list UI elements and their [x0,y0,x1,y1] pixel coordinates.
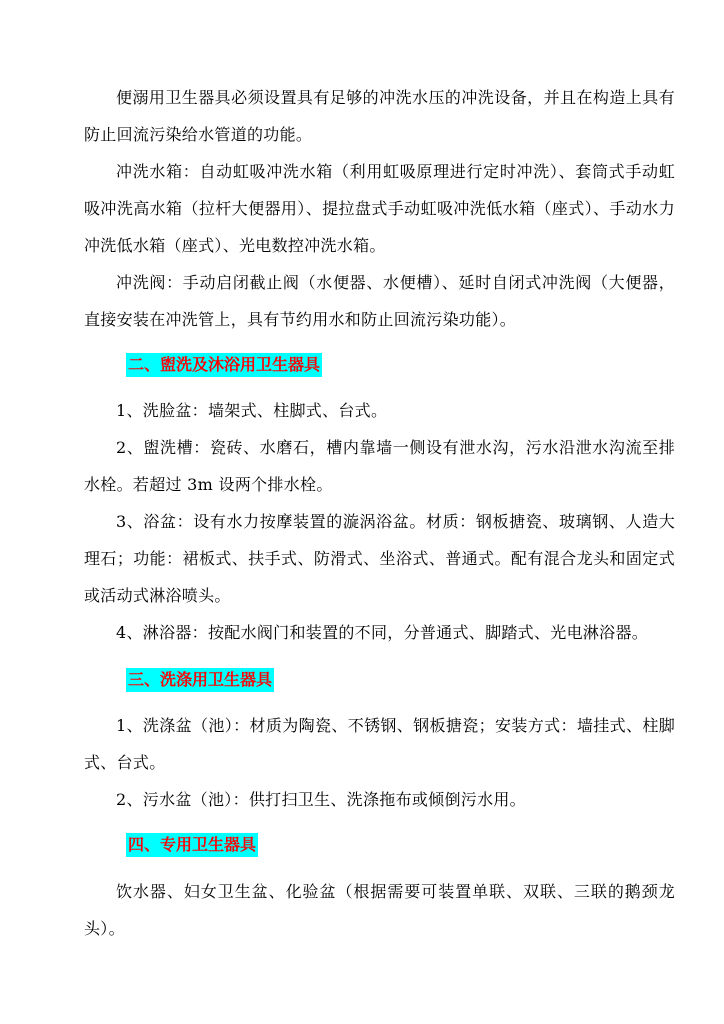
paragraph-wash-trough: 2、盥洗槽：瓷砖、水磨石，槽内靠墙一侧设有泄水沟，污水沿泄水沟流至排水栓。若超过 3m 设两个排水栓。 [84,438,675,494]
paragraph-special-fixtures: 饮水器、妇女卫生盆、化验盆（根据需要可装置单联、双联、三联的鹅颈龙头）。 [84,882,675,938]
paragraph-flush-requirement: 便溺用卫生器具必须设置具有足够的冲洗水压的冲洗设备，并且在构造上具有防止回流污染给水管道的功能。 [84,88,675,144]
section-heading-laundry: 三、洗涤用卫生器具 [126,668,274,692]
paragraph-washbasin: 1、洗脸盆：墙架式、柱脚式、台式。 [116,401,388,420]
paragraph-mop-sink: 2、污水盆（池）：供打扫卫生、洗涤拖布或倾倒污水用。 [116,790,526,809]
paragraph-flush-tank: 冲洗水箱：自动虹吸冲洗水箱（利用虹吸原理进行定时冲洗）、套筒式手动虹吸冲洗高水箱（拉杆大便器用）、提拉盘式手动虹吸冲洗低水箱（座式）、手动水力冲洗低水箱（座式）、光电数控冲洗水箱。 [84,162,675,255]
paragraph-shower: 4、淋浴器：按配水阀门和装置的不同，分普通式、脚踏式、光电淋浴器。 [116,623,649,642]
section-heading-washing-bathing: 二、盥洗及沐浴用卫生器具 [126,353,322,377]
paragraph-flush-valve: 冲洗阀：手动启闭截止阀（水便器、水便槽）、延时自闭式冲洗阀（大便器，直接安装在冲洗管上，具有节约用水和防止回流污染功能）。 [84,273,675,329]
section-heading-special: 四、专用卫生器具 [126,833,258,857]
paragraph-bathtub: 3、浴盆：设有水力按摩装置的漩涡浴盆。材质：钢板搪瓷、玻璃钢、人造大理石；功能：裙板式、扶手式、防滑式、坐浴式、普通式。配有混合龙头和固定式或活动式淋浴喷头。 [84,512,675,605]
paragraph-sink: 1、洗涤盆（池）：材质为陶瓷、不锈钢、钢板搪瓷；安装方式：墙挂式、柱脚式、台式。 [84,716,675,772]
